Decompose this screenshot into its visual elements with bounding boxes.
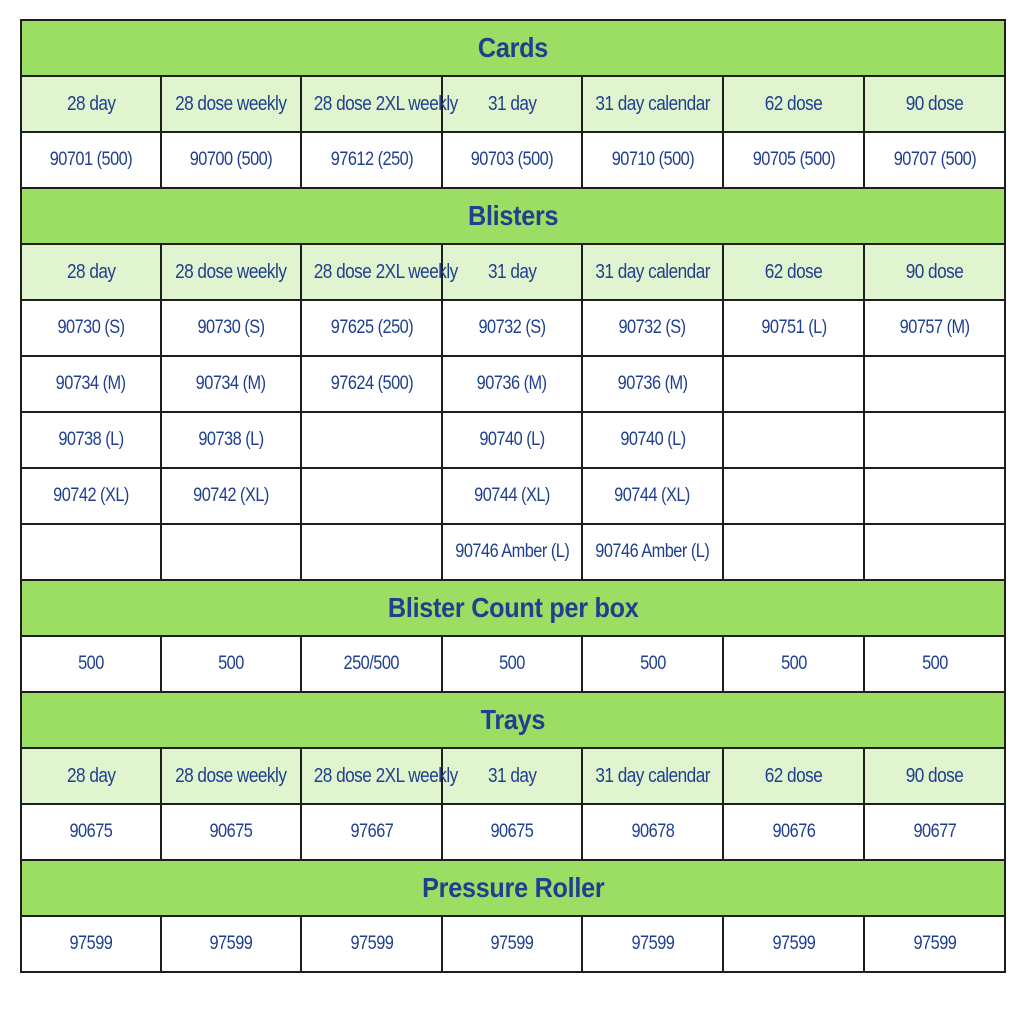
cards-section-header <box>21 20 1005 76</box>
table-cell <box>21 804 161 860</box>
table-cell-text: 90730 (S) <box>57 317 125 338</box>
table-cell-text: 97599 <box>490 933 534 954</box>
table-cell <box>723 916 864 972</box>
table-cell-text: 500 <box>218 653 244 674</box>
blister-count-section-header <box>21 580 1005 636</box>
table-cell <box>21 356 161 412</box>
table-cell-text: 90736 (M) <box>617 373 688 394</box>
column-header-text: 28 day <box>66 260 116 283</box>
table-cell-text: 500 <box>780 653 807 674</box>
table-cell <box>21 132 161 188</box>
table-cell <box>442 300 582 356</box>
column-header-text: 28 dose weekly <box>175 764 287 787</box>
table-cell-text: 500 <box>78 653 104 674</box>
table-cell <box>442 412 582 468</box>
table-cell-text: 90744 (XL) <box>474 485 550 506</box>
table-cell <box>864 300 1005 356</box>
table-cell-text: 500 <box>499 653 525 674</box>
table-cell <box>864 636 1005 692</box>
table-cell <box>864 132 1005 188</box>
cards-title <box>21 20 1005 76</box>
table-row <box>21 804 1005 860</box>
table-cell <box>442 916 582 972</box>
table-cell <box>301 300 442 356</box>
product-table <box>20 19 1006 973</box>
table-cell <box>864 916 1005 972</box>
column-header-text: 28 dose weekly <box>175 92 287 115</box>
column-header <box>582 244 723 300</box>
table-cell <box>161 356 301 412</box>
table-cell <box>161 132 301 188</box>
table-row <box>21 412 1005 468</box>
table-cell-text: 97599 <box>69 933 113 954</box>
table-cell-text: 90757 (M) <box>899 317 970 338</box>
table-cell-text: 90734 (M) <box>196 373 266 394</box>
table-cell <box>723 804 864 860</box>
table-cell <box>161 412 301 468</box>
table-cell <box>582 916 723 972</box>
table-cell <box>21 524 161 580</box>
table-cell-text: 90703 (500) <box>470 149 554 170</box>
column-header <box>864 76 1005 132</box>
table-cell <box>582 636 723 692</box>
column-header <box>161 244 301 300</box>
trays-title <box>21 692 1005 748</box>
table-row <box>21 636 1005 692</box>
column-header <box>864 244 1005 300</box>
column-header <box>442 76 582 132</box>
blisters-section-header <box>21 188 1005 244</box>
table-cell <box>723 412 864 468</box>
cards-column-headers <box>21 76 1005 132</box>
table-cell <box>161 524 301 580</box>
table-cell <box>301 412 442 468</box>
table-cell <box>161 468 301 524</box>
blisters-title-text: Blisters <box>467 200 559 231</box>
pressure-roller-title <box>21 860 1005 916</box>
table-cell-text: 90742 (XL) <box>53 485 129 506</box>
table-cell <box>301 132 442 188</box>
table-cell <box>723 356 864 412</box>
table-row <box>21 524 1005 580</box>
blisters-title <box>21 188 1005 244</box>
table-cell-text: 97599 <box>350 933 393 954</box>
column-header <box>582 748 723 804</box>
table-cell-text: 90707 (500) <box>893 149 976 170</box>
table-cell-text: 90742 (XL) <box>193 485 269 506</box>
table-cell-text: 90701 (500) <box>49 149 133 170</box>
table-cell <box>723 524 864 580</box>
table-cell-text: 90740 (L) <box>619 429 686 450</box>
table-cell <box>864 804 1005 860</box>
column-header-text: 28 day <box>66 764 116 787</box>
column-header-text: 62 dose <box>764 260 823 283</box>
column-header-text: 28 day <box>66 92 116 115</box>
table-cell-text: 90730 (S) <box>197 317 265 338</box>
column-header-text: 31 day calendar <box>595 92 710 115</box>
table-cell-text: 90677 <box>913 821 956 842</box>
table-cell-text: 97599 <box>631 933 674 954</box>
blister-count-title <box>21 580 1005 636</box>
column-header-text: 31 day <box>487 764 537 787</box>
table-cell-text: 90705 (500) <box>752 149 835 170</box>
column-header-text: 28 dose 2XL weekly <box>313 764 458 787</box>
cards-title-text: Cards <box>477 32 549 63</box>
table-cell <box>21 412 161 468</box>
trays-column-headers <box>21 748 1005 804</box>
table-cell-text: 90734 (M) <box>56 373 126 394</box>
column-header <box>21 244 161 300</box>
column-header <box>723 76 864 132</box>
column-header-text: 90 dose <box>905 260 964 283</box>
table-row <box>21 132 1005 188</box>
table-cell-text: 250/500 <box>343 653 400 674</box>
trays-title-text: Trays <box>480 704 546 735</box>
table-cell <box>301 916 442 972</box>
table-cell <box>582 300 723 356</box>
table-cell-text: 500 <box>639 653 666 674</box>
table-cell-text: 90676 <box>772 821 815 842</box>
table-cell-text: 90751 (L) <box>760 317 827 338</box>
column-header <box>21 748 161 804</box>
table-cell <box>161 916 301 972</box>
pressure-roller-section-header <box>21 860 1005 916</box>
column-header-text: 62 dose <box>764 764 823 787</box>
table-cell-text: 500 <box>921 653 948 674</box>
column-header <box>161 748 301 804</box>
table-cell <box>864 356 1005 412</box>
table-cell <box>582 412 723 468</box>
table-cell <box>301 524 442 580</box>
table-cell <box>864 524 1005 580</box>
table-cell <box>21 916 161 972</box>
table-body <box>21 20 1005 972</box>
table-cell-text: 90738 (L) <box>198 429 264 450</box>
table-row <box>21 300 1005 356</box>
column-header-text: 31 day calendar <box>595 764 710 787</box>
table-cell-text: 90732 (S) <box>478 317 546 338</box>
table-cell <box>442 636 582 692</box>
column-header-text: 62 dose <box>764 92 823 115</box>
table-cell <box>161 636 301 692</box>
blisters-column-headers <box>21 244 1005 300</box>
table-cell <box>21 468 161 524</box>
table-cell <box>301 804 442 860</box>
pressure-roller-title-text: Pressure Roller <box>421 872 605 903</box>
column-header-text: 31 day calendar <box>595 260 710 283</box>
table-cell <box>582 804 723 860</box>
table-row <box>21 468 1005 524</box>
table-cell-text: 90675 <box>490 821 534 842</box>
table-cell <box>582 524 723 580</box>
table-cell <box>723 132 864 188</box>
table-cell-text: 90675 <box>69 821 113 842</box>
column-header-text: 31 day <box>487 92 537 115</box>
table-cell <box>864 412 1005 468</box>
column-header <box>582 76 723 132</box>
table-cell-text: 90732 (S) <box>618 317 687 338</box>
column-header <box>161 76 301 132</box>
table-cell <box>21 636 161 692</box>
table-cell-text: 97624 (500) <box>330 373 413 394</box>
column-header <box>21 76 161 132</box>
trays-section-header <box>21 692 1005 748</box>
table-cell <box>442 468 582 524</box>
table-cell <box>442 804 582 860</box>
column-header-text: 28 dose 2XL weekly <box>313 260 458 283</box>
column-header-text: 90 dose <box>905 764 964 787</box>
table-cell <box>582 468 723 524</box>
table-cell-text: 90675 <box>209 821 253 842</box>
table-row <box>21 356 1005 412</box>
table-cell-text: 90700 (500) <box>189 149 273 170</box>
table-cell-text: 90746 Amber (L) <box>595 541 710 562</box>
column-header-text: 31 day <box>487 260 537 283</box>
column-header <box>301 244 458 300</box>
table-row <box>21 916 1005 972</box>
table-cell-text: 97599 <box>772 933 815 954</box>
table-cell <box>442 524 582 580</box>
table-cell-text: 90744 (XL) <box>614 485 691 506</box>
table-cell-text: 90678 <box>631 821 674 842</box>
table-cell <box>21 300 161 356</box>
table-cell-text: 90740 (L) <box>479 429 545 450</box>
column-header <box>864 748 1005 804</box>
table-cell-text: 90710 (500) <box>611 149 694 170</box>
column-header <box>723 244 864 300</box>
table-cell <box>582 356 723 412</box>
table-cell-text: 97612 (250) <box>330 149 413 170</box>
column-header <box>301 76 458 132</box>
column-header <box>442 748 582 804</box>
table-cell <box>723 468 864 524</box>
table-cell-text: 90736 (M) <box>477 373 547 394</box>
column-header-text: 90 dose <box>905 92 964 115</box>
column-header <box>723 748 864 804</box>
table-cell-text: 90746 Amber (L) <box>455 541 569 562</box>
table-cell <box>442 132 582 188</box>
table-cell-text: 97667 <box>350 821 393 842</box>
table-cell <box>161 804 301 860</box>
table-cell-text: 97599 <box>913 933 956 954</box>
table-cell-text: 90738 (L) <box>58 429 124 450</box>
column-header <box>301 748 458 804</box>
table-cell-text: 97599 <box>209 933 253 954</box>
blister-count-title-text: Blister Count per box <box>387 592 639 623</box>
table-cell <box>723 636 864 692</box>
table-cell <box>864 468 1005 524</box>
column-header-text: 28 dose 2XL weekly <box>313 92 458 115</box>
table-cell <box>301 636 442 692</box>
table-cell-text: 97625 (250) <box>330 317 413 338</box>
table-cell <box>442 356 582 412</box>
table-cell <box>301 356 442 412</box>
column-header-text: 28 dose weekly <box>175 260 287 283</box>
table-cell <box>723 300 864 356</box>
table-cell <box>301 468 442 524</box>
table-cell <box>582 132 723 188</box>
column-header <box>442 244 582 300</box>
table-cell <box>161 300 301 356</box>
